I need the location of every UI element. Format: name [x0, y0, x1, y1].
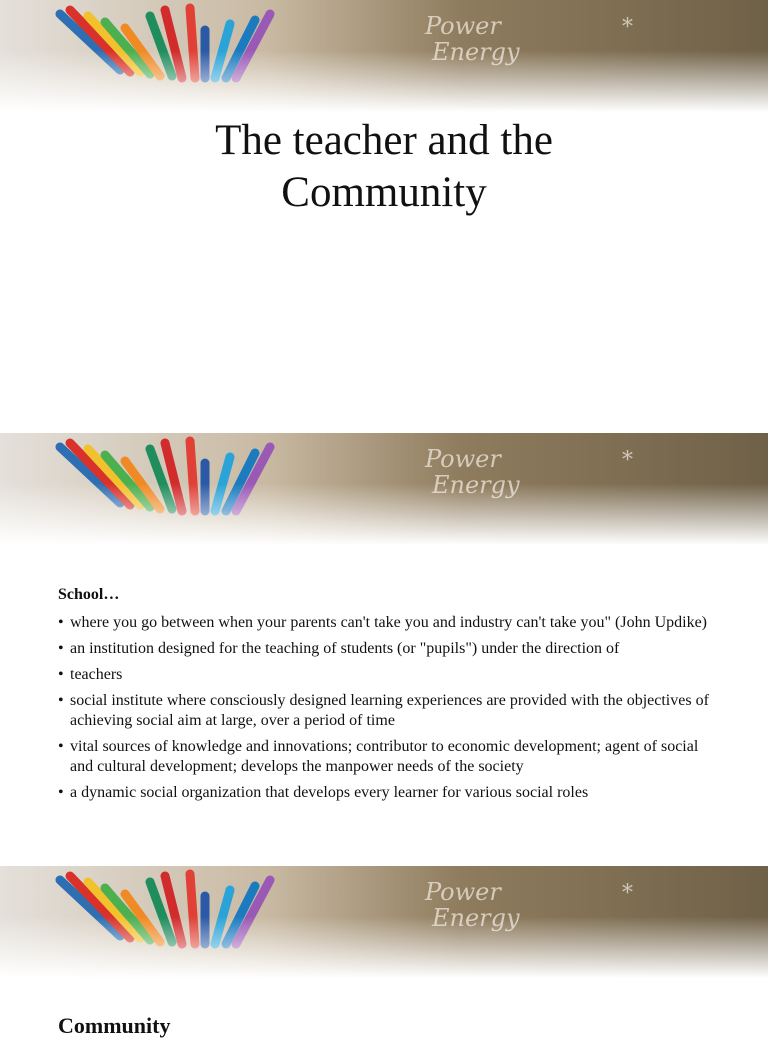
slide-content — [58, 585, 718, 809]
bullet-item: • a dynamic social organization that develops every learner for various social roles — [58, 783, 718, 803]
bullet-item: • teachers — [58, 665, 718, 685]
slide-1 — [0, 0, 768, 432]
title-line-2: Community — [281, 169, 487, 216]
section-heading: Community — [58, 1013, 171, 1038]
bullet-item: • an institution designed for the teaching of students (or "pupils") under the direction of — [58, 639, 718, 659]
slide-3 — [0, 866, 768, 1038]
bullet-item: • social institute where consciously designed learning experiences are provided with the objectives of achieving social aim at large, over a period of time — [58, 691, 718, 731]
bullet-list — [58, 613, 718, 803]
title-line-1: The teacher and the — [215, 117, 553, 164]
bullet-item: • vital sources of knowledge and innovations; contributor to economic development; agent of social and cultural development; develops the manpower needs of the society — [58, 737, 718, 777]
pencils-banner-image — [0, 433, 768, 545]
bullet-item: • where you go between when your parents can't take you and industry can't take you" (John Updike) — [58, 613, 718, 633]
pencils-banner-image — [0, 0, 768, 112]
pencils-banner-image — [0, 866, 768, 978]
slide-2 — [0, 433, 768, 865]
slide-title — [84, 115, 684, 219]
section-heading: School… — [58, 586, 120, 603]
